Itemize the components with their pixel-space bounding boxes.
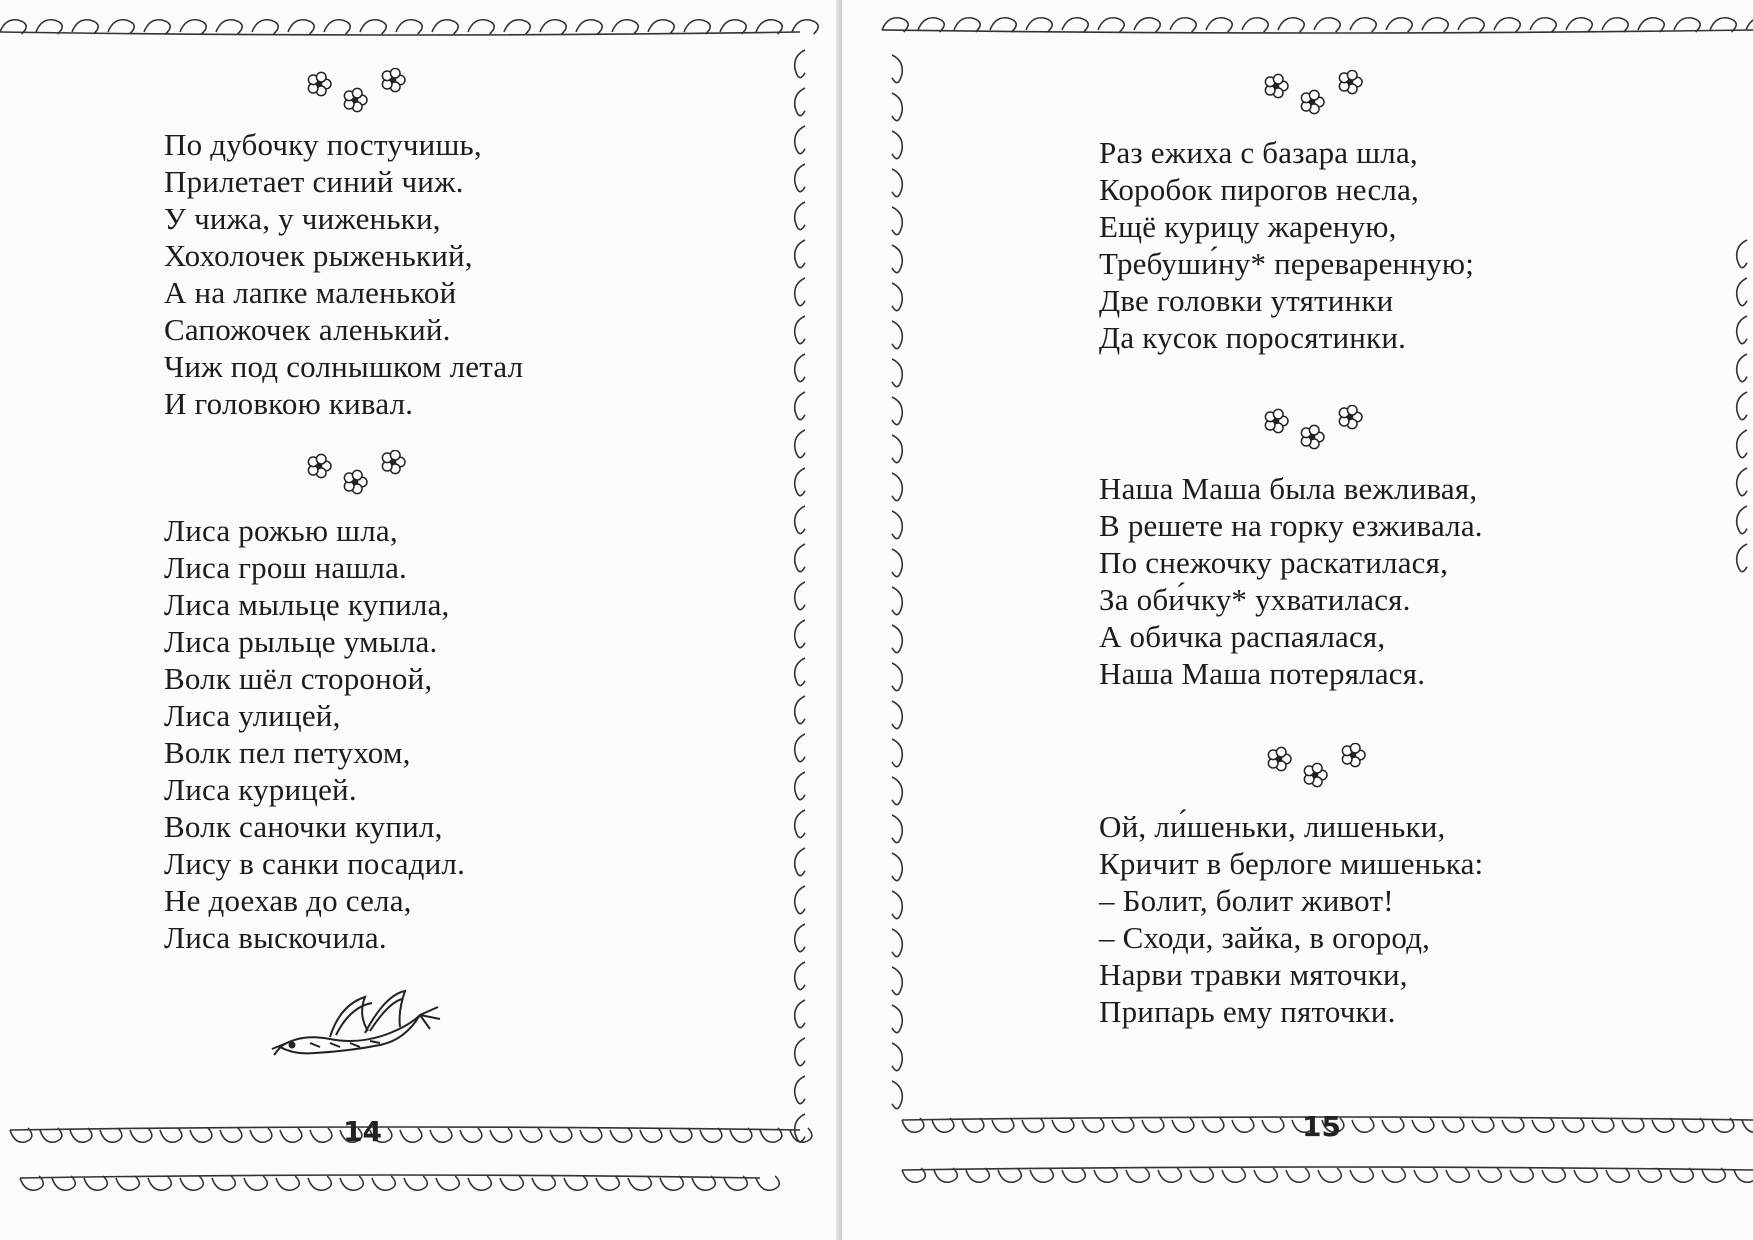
flowers-ornament-icon [305,68,415,118]
poem-line: По снежочку раскатилася, [1099,545,1449,580]
poem-line: Волк пел петухом, [164,735,411,770]
flowers-ornament-icon [1262,70,1372,120]
poem-line: Раз ежиха с базара шла, [1099,135,1418,170]
poem-line: Лиса выскочила. [164,920,387,955]
bird-illustration-icon [270,985,445,1070]
poem-line: Прилетает синий чиж. [164,164,464,199]
right-page [842,0,1753,1240]
poem-line: Коробок пирогов несла, [1099,172,1419,207]
flowers-ornament-icon [305,450,415,500]
poem-masha [1099,470,1483,692]
poem-line: Сапожочек аленький. [164,312,451,347]
poem-line: За оби́чку* ухватилася. [1099,582,1411,617]
poem-line: По дубочку постучишь, [164,127,482,162]
poem-line: Не доехав до села, [164,883,412,918]
poem-line: Нарви травки мяточки, [1099,957,1408,992]
poem-line: А обичка распаялася, [1099,619,1386,654]
poem-line: – Сходи, зайка, в огород, [1099,920,1431,955]
poem-line: Кричит в берлоге мишенька: [1099,846,1484,881]
poem-line: Наша Маша потерялася. [1099,656,1426,691]
poem-line: В решете на горку езживала. [1099,508,1483,543]
poem-line: Лиса грош нашла. [164,550,407,585]
poem-line: Лису в санки посадил. [164,846,466,881]
flowers-ornament-icon [1265,743,1375,793]
poem-line: Две головки утятинки [1099,283,1394,318]
poem-line: Ой, ли́шеньки, лишеньки, [1099,809,1446,844]
poem-lisa [164,512,465,956]
poem-ezhikha [1099,134,1474,356]
poem-line: Наша Маша была вежливая, [1099,471,1478,506]
poem-line: Хохолочек рыженький, [164,238,473,273]
poem-line: – Болит, болит живот! [1099,883,1394,918]
poem-line: Волк шёл стороной, [164,661,433,696]
poem-line: Лиса улицей, [164,698,341,733]
poem-line: Лиса рожью шла, [164,513,398,548]
poem-line: Лиса рыльце умыла. [164,624,438,659]
poem-line: У чижа, у чиженьки, [164,201,441,236]
poem-line: Волк саночки купил, [164,809,443,844]
poem-line: А на лапке маленькой [164,275,457,310]
poem-line: Припарь ему пяточки. [1099,994,1396,1029]
poem-mishenka [1099,808,1483,1030]
poem-line: Требуши́ну* переваренную; [1099,246,1475,281]
page-number: 14 [343,1115,382,1148]
poem-line: Да кусок поросятинки. [1099,320,1407,355]
poem-line: И головкою кивал. [164,386,414,421]
poem-line: Лиса мыльце купила, [164,587,450,622]
poem-chizh [164,126,523,422]
poem-line: Ещё курицу жареную, [1099,209,1397,244]
poem-line: Чиж под солнышком летал [164,349,524,384]
page-number: 15 [1302,1110,1341,1143]
flowers-ornament-icon [1262,405,1372,455]
poem-line: Лиса курицей. [164,772,357,807]
left-page [0,0,840,1240]
